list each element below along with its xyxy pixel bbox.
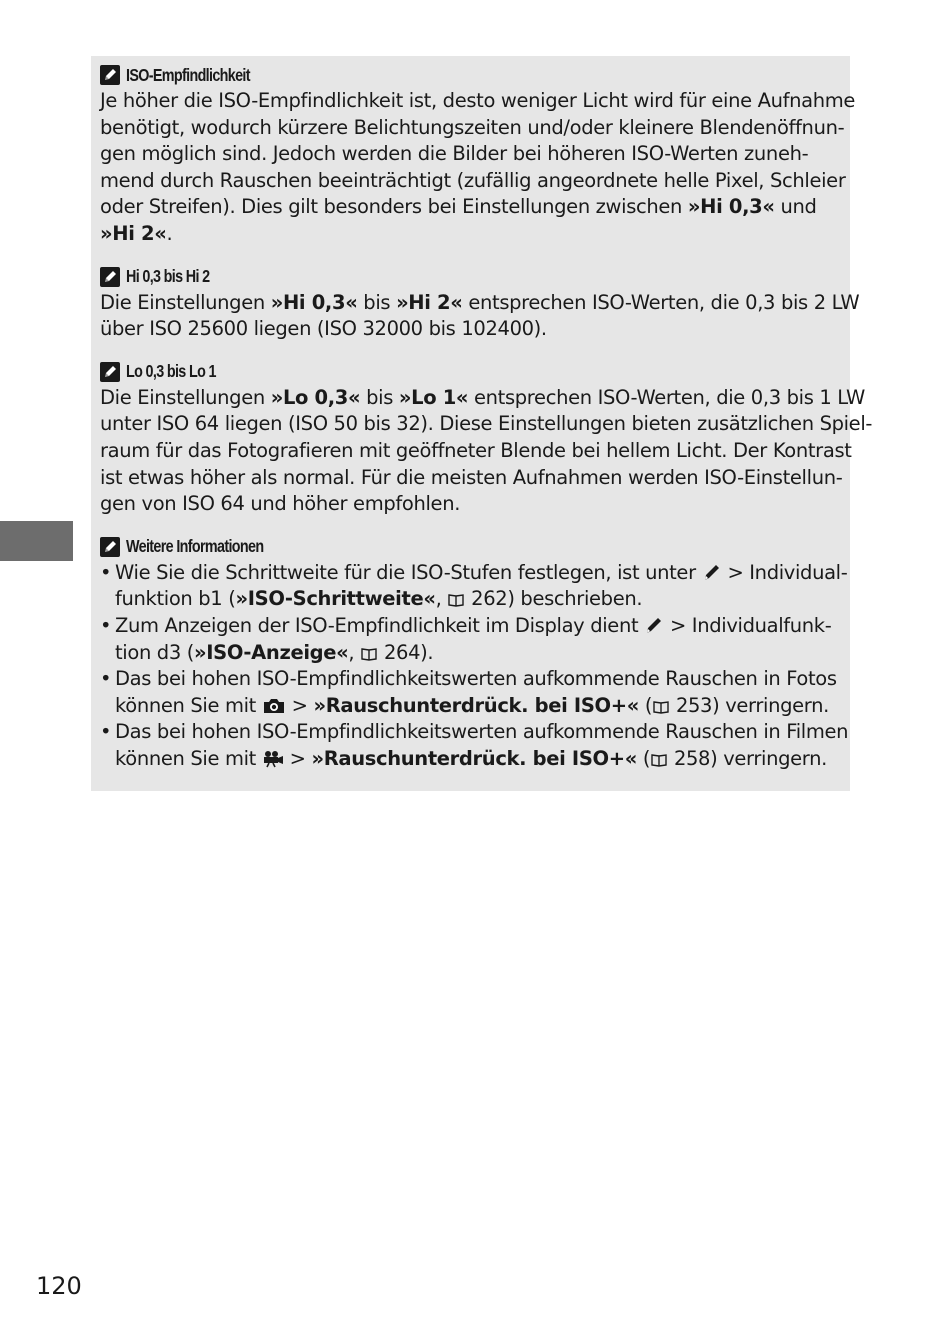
list-item [100, 613, 842, 666]
text-run: oder Streifen). Dies gilt besonders bei Einstellungen zwischen [100, 195, 688, 219]
text-run: Zum Anzeigen der ISO-Empfindlichkeit im Display dient [115, 613, 645, 637]
setting-name: »Hi 0,3« [687, 195, 775, 219]
note-iso-sensitivity [100, 62, 856, 248]
note-title-text: ISO-Empfindlichkeit [126, 64, 250, 85]
text-line [115, 693, 842, 720]
text-run: , [348, 640, 361, 664]
note-more-info [100, 534, 849, 773]
text-run: Die Einstellungen [100, 385, 271, 409]
note-title [100, 534, 842, 560]
text-line [100, 88, 856, 115]
text-run: mend durch Rauschen beeinträchtigt (zufällig angeordnete helle Pixel, Schleier [100, 168, 846, 192]
text-run: , [435, 587, 448, 611]
setting-name: »Lo 0,3« [270, 385, 361, 409]
text-line [100, 194, 842, 221]
pencil-note-icon [100, 537, 120, 557]
text-run: Die Einstellungen [100, 290, 271, 314]
text-run: unter ISO 64 liegen (ISO 50 bis 32). Diese Einstellungen bieten zusätzlichen Spiel- [100, 412, 873, 436]
note-body [100, 290, 860, 343]
text-run: ist etwas höher als normal. Für die meisten Aufnahmen werden ISO-Einstellun- [100, 465, 843, 489]
setting-name: »Rauschunterdrück. bei ISO+« [311, 746, 637, 770]
text-run: und [774, 195, 817, 219]
text-line [115, 666, 842, 693]
text-run: raum für das Fotografieren mit geöffneter Blende bei hellem Licht. Der Kontrast [100, 438, 852, 462]
text-run: > [285, 693, 314, 717]
text-run: bis [357, 290, 397, 314]
text-run: entsprechen ISO-Werten, die 0,3 bis 1 LW [468, 385, 865, 409]
note-title-text: Weitere Informationen [126, 536, 264, 557]
book-icon [652, 699, 670, 715]
text-run: > [283, 746, 312, 770]
text-line [115, 586, 842, 613]
text-run: bis [360, 385, 399, 409]
note-hi-settings [100, 264, 860, 343]
text-run: 262) beschrieben. [465, 587, 643, 611]
text-run: benötigt, wodurch kürzere Belichtungszeiten und/oder kleinere Blendenöffnun- [100, 115, 845, 139]
more-info-list [100, 560, 849, 773]
text-line [100, 290, 860, 317]
text-run: 264). [378, 640, 434, 664]
text-run: . [166, 221, 173, 245]
text-line [100, 411, 873, 438]
text-line [100, 491, 842, 518]
text-run: können Sie mit [115, 746, 262, 770]
text-line [100, 221, 842, 248]
note-title [100, 62, 842, 88]
text-run: Das bei hohen ISO-Empfindlichkeitswerten aufkommende Rauschen in Fotos [115, 667, 837, 691]
camera-icon [262, 697, 286, 715]
text-line [115, 719, 849, 746]
note-title-text: Hi 0,3 bis Hi 2 [126, 266, 210, 287]
text-run: gen möglich sind. Jedoch werden die Bilder bei höheren ISO-Werten zuneh- [100, 142, 809, 166]
pencil-note-icon [100, 267, 120, 287]
text-run: tion d3 ( [115, 640, 194, 664]
note-title-text: Lo 0,3 bis Lo 1 [126, 361, 216, 382]
text-run: 253) verringern. [670, 693, 829, 717]
text-line [100, 168, 846, 195]
text-line [100, 438, 852, 465]
text-run: Das bei hohen ISO-Empfindlichkeitswerten aufkommende Rauschen in Filmen [115, 720, 849, 744]
text-run: funktion b1 ( [115, 587, 236, 611]
text-run: 258) verringern. [668, 746, 827, 770]
list-item [100, 666, 842, 719]
movie-camera-icon [262, 750, 284, 768]
pencil-icon [644, 615, 664, 635]
text-run: ( [636, 746, 651, 770]
text-run: Je höher die ISO-Empfindlichkeit ist, desto weniger Licht wird für eine Aufnahme [100, 89, 856, 112]
text-run: über ISO 25600 liegen (ISO 32000 bis 102400). [100, 317, 547, 341]
list-item [100, 560, 848, 613]
text-run: ( [638, 693, 653, 717]
list-item [100, 719, 849, 772]
text-run: gen von ISO 64 und höher empfohlen. [100, 492, 461, 516]
book-icon [650, 752, 668, 768]
text-line [100, 115, 845, 142]
note-lo-settings [100, 359, 873, 518]
text-run: > Individualfunk- [664, 613, 832, 637]
setting-name: »ISO-Anzeige« [194, 640, 349, 664]
setting-name: »Hi 2« [396, 290, 463, 314]
setting-name: »ISO-Schrittweite« [235, 587, 436, 611]
text-run: können Sie mit [115, 693, 262, 717]
text-run: entsprechen ISO-Werten, die 0,3 bis 2 LW [462, 290, 860, 314]
pencil-note-icon [100, 65, 120, 85]
note-title [100, 359, 842, 385]
text-line [100, 385, 865, 412]
pencil-icon [702, 562, 722, 582]
text-run: Wie Sie die Schrittweite für die ISO-Stufen festlegen, ist unter [115, 560, 702, 584]
text-line [115, 746, 842, 773]
notes-box [91, 56, 873, 791]
text-line [115, 613, 842, 640]
text-line [100, 465, 842, 492]
text-line [100, 141, 842, 168]
text-line [115, 560, 848, 587]
setting-name: »Hi 2« [100, 221, 167, 245]
note-body [100, 88, 856, 248]
text-run: > Individual- [721, 560, 848, 584]
text-line [115, 640, 842, 667]
chapter-tab [0, 521, 73, 561]
setting-name: »Hi 0,3« [270, 290, 358, 314]
setting-name: »Lo 1« [398, 385, 469, 409]
setting-name: »Rauschunterdrück. bei ISO+« [313, 693, 639, 717]
note-body [100, 385, 873, 518]
note-title [100, 264, 842, 290]
book-icon [447, 592, 465, 608]
text-line [100, 316, 842, 343]
book-icon [360, 646, 378, 662]
page-number: 120 [36, 1272, 82, 1300]
pencil-note-icon [100, 362, 120, 382]
